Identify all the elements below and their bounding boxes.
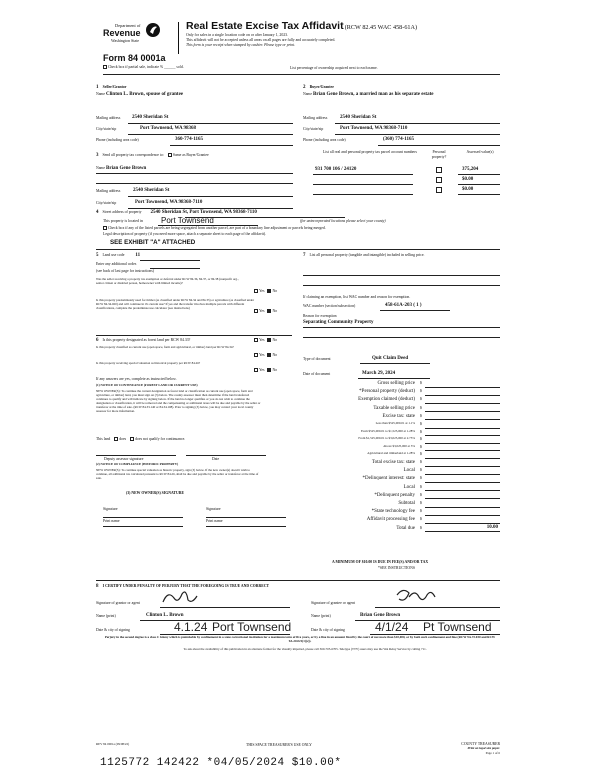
this-land-row: This land does does not qualify for continuance.	[96, 437, 186, 441]
grantor-signature[interactable]	[160, 588, 200, 608]
section5-q1: Was the seller receiving a property tax exemption or deferral under RCW 84.36, 84.37, or 84.38 (nonprofit org., senior citizen or disabled person, homeowner with limited income)?	[96, 277, 239, 285]
calc-label-4: Excise tax: state	[382, 413, 415, 419]
see-instructions: *SEE INSTRUCTIONS	[378, 566, 416, 570]
deputy-date-label: Date	[212, 457, 220, 461]
calc-value-18[interactable]: 10.00	[486, 524, 498, 530]
exemption-note: If claiming an exemption, list WAC number and reason for exemption.	[303, 295, 411, 299]
calc-label-18: Total due	[396, 525, 415, 531]
buyer-city[interactable]: Port Townsend, WA 98368-7110	[340, 126, 408, 131]
s6-q1-no[interactable]	[267, 338, 271, 342]
tax-corr-mailing[interactable]: 2540 Sheridan St	[133, 188, 170, 193]
see-back-note: (see back of last page for instructions)	[96, 269, 154, 273]
s6-q3-no[interactable]	[267, 368, 271, 372]
s5-q2-no[interactable]	[267, 309, 271, 313]
same-as-buyer-checkbox[interactable]	[168, 153, 172, 157]
calc-currency-2: $	[420, 397, 422, 402]
calc-label-6: From $525,000.01 to $1,525,000 at 1.28%	[360, 428, 415, 433]
historic-heading: (2) NOTICE OF COMPLIANCE (HISTORIC PROPERTY)	[96, 462, 179, 466]
calc-underline-6	[425, 435, 500, 436]
calc-currency-5: $	[420, 422, 422, 426]
dept-logo	[95, 22, 163, 50]
new-owner-sig-heading: (3) NEW OWNER(S) SIGNATURE	[126, 491, 184, 495]
parcels-col2: Personal property?	[431, 150, 447, 159]
calc-underline-9	[425, 458, 500, 459]
calc-currency-16: $	[420, 509, 422, 514]
seller-heading: Seller/Grantor	[102, 85, 127, 89]
dept-line3: Washington State	[111, 38, 140, 43]
land-does-checkbox[interactable]	[114, 437, 118, 441]
buyer-phone[interactable]: (360) 774-1165	[383, 137, 414, 142]
calc-currency-7: $	[420, 437, 422, 442]
s6-q1-yes[interactable]	[254, 338, 258, 342]
section6-q2: Is this property classified as current use (open space, farm and agricultural, or timber) land per RCW 84.34?	[96, 345, 234, 349]
any-yes-note: If any answers are yes, complete as instructed below.	[96, 377, 177, 381]
unincorporated-note: (for unincorporated locations please select your county)	[300, 219, 386, 223]
exhibit-note: SEE EXHIBIT "A" ATTACHED	[110, 239, 196, 246]
calc-currency-9: $	[420, 452, 422, 457]
calc-label-12: *Delinquent interest: state	[362, 476, 415, 482]
grantee-print-name[interactable]: Brian Gene Brown	[360, 613, 401, 618]
grantor-sig-label: Signature of grantor or agent	[96, 601, 140, 605]
calc-underline-3	[425, 411, 500, 412]
calc-underline-18	[425, 531, 500, 532]
buyer-name[interactable]: Brian Gene Brown, a married man as his separate estate	[313, 92, 434, 97]
grantee-sig-label: Signature of grantee or agent	[311, 601, 356, 605]
partial-sale: Check box if partial sale, indicate % ______ sold.	[103, 65, 184, 70]
perjury-note: Perjury in the second degree is a class C felony which is punishable by confinement in a state correctional institution for a maximum term of five years, or by a fine in an amount fixed by the court of not more than $10,000, or by both such confinement and fine (RCW 9A.72.030 and RCW 9A.20.021(1)(c)).	[104, 635, 496, 643]
header-note-3: This form is your receipt when stamped by cashier. Please type or print.	[186, 43, 296, 47]
additional-codes: Enter any additional codes	[96, 262, 137, 266]
calc-underline-7	[425, 443, 500, 444]
form-title: Real Estate Excise Tax Affidavit	[186, 20, 344, 32]
parcel-3-personal-checkbox[interactable]	[436, 187, 442, 193]
buyer-mailing[interactable]: 2540 Sheridan St	[340, 115, 377, 120]
dept-line2: Revenue	[103, 28, 141, 38]
land-use-code[interactable]: 11	[135, 253, 141, 258]
calc-currency-8: $	[420, 444, 422, 449]
calc-currency-14: $	[420, 492, 422, 497]
calc-underline-11	[425, 474, 500, 475]
grantor-sign-date[interactable]: 4.1.24	[174, 620, 208, 634]
continuance-text: NEW OWNER(S): To continue the current designation as forest land or classification as current use (open space, farm and agriculture, or timber) land, you must sign on (3) below. The county assessor must then determine if the land transferred continues to qualify and will indicate by signing below. If the land no longer qualifies or you do not wish to continue the designation or classification, it will be removed and the compensating or additional taxes will be due and payable by the seller or transferor at the time of sale. (RCW 84.33.140 or 84.34.108). Prior to signing (3) below, you may contact your local county assessor for more information.	[96, 389, 261, 413]
print-name-label-1: Print name	[103, 519, 120, 523]
calc-label-3: Taxable selling price	[373, 405, 415, 411]
calc-currency-10: $	[420, 460, 422, 464]
sig-label-2: Signature	[206, 507, 221, 511]
seller-mailing[interactable]: 2540 Sheridan St	[132, 115, 169, 120]
seller-section-num: 1	[96, 85, 99, 90]
header-divider-vertical	[178, 22, 179, 54]
dept-line1: Department of	[115, 23, 141, 28]
calc-underline-5	[425, 428, 500, 429]
calc-underline-15	[425, 507, 500, 508]
ownership-note: List percentage of ownership acquired next to each name.	[290, 66, 378, 70]
calc-underline-16	[425, 515, 500, 516]
rev-number: REV 84 0001a (09/08/22)	[96, 742, 130, 746]
print-legal: Print on legal size paper.	[467, 746, 500, 750]
doc-type[interactable]: Quit Claim Deed	[372, 356, 409, 361]
calc-currency-12: $	[420, 476, 422, 481]
parcel-value-1[interactable]: 375,204	[462, 167, 479, 172]
header-rule	[103, 74, 500, 75]
section5-q2-answer: Yes No	[254, 309, 277, 314]
print-name-label-2: Print name	[206, 519, 223, 523]
s6-q2-yes[interactable]	[254, 353, 258, 357]
parcels-col1: List all real and personal property tax parcel account numbers	[323, 150, 417, 154]
calc-currency-3: $	[420, 405, 422, 410]
calc-underline-2	[425, 403, 500, 404]
calc-currency-18: $	[420, 525, 422, 530]
calc-currency-15: $	[420, 501, 422, 505]
calc-label-8: Above $3,025,000 at 3%	[383, 443, 415, 448]
header-note-2: This affidavit will not be accepted unless all areas on all pages are fully and accurately completed.	[186, 38, 336, 42]
calc-underline-10	[425, 466, 500, 467]
calc-underline-14	[425, 498, 500, 499]
calc-label-9: Agricultural and timberland at 1.28%	[367, 451, 415, 456]
tax-corr-city[interactable]: Port Townsend, WA 98368-7110	[135, 200, 203, 205]
segregated-checkbox[interactable]	[103, 226, 107, 230]
grantee-sign-date[interactable]: 4/1/24	[375, 620, 409, 634]
grantor-sign-city[interactable]: Port Townsend	[212, 620, 292, 634]
header-note-1: Only for sales in a single location code on or after January 1, 2023.	[186, 33, 288, 37]
seller-city[interactable]: Port Townsend, WA 98368	[140, 126, 197, 131]
calc-currency-1: $	[420, 389, 422, 394]
s6-q3-yes[interactable]	[254, 368, 258, 372]
buyer-section-num: 2	[303, 85, 306, 90]
treasurer-use: THIS SPACE TREASURER'S USE ONLY	[246, 743, 312, 747]
tax-corr-label: Send all property tax correspondence to:	[102, 153, 164, 157]
partial-sale-checkbox[interactable]	[103, 65, 107, 69]
calc-underline-4	[425, 419, 500, 420]
calc-label-16: *State technology fee	[371, 509, 415, 515]
parcel-1-personal-checkbox[interactable]	[436, 167, 442, 173]
parcels-col3: Assessed value(s)	[466, 150, 494, 154]
s5-q1-yes[interactable]	[254, 289, 258, 293]
wac-number[interactable]: 458-61A-203 ( 1 )	[385, 303, 422, 308]
parcel-value-2[interactable]: $0.00	[462, 177, 474, 182]
calc-underline-8	[425, 450, 500, 451]
continuance-heading: (1) NOTICE OF CONTINUANCE (FOREST LAND OR CURRENT USE)	[96, 383, 198, 387]
alt-format-note: To ask about the availability of this publication in an alternate format for the visually impaired, please call 360-705-6705. Teletype (TTY) users may use the WA Relay Service by calling 711.	[183, 647, 427, 651]
calc-underline-0	[425, 387, 500, 388]
calc-label-13: Local	[403, 484, 415, 490]
dept-logo-icon	[145, 22, 161, 38]
seller-name[interactable]: Clinton L. Brown, spouse of grantee	[106, 92, 184, 97]
calc-label-2: Exemption claimed (deduct)	[358, 397, 415, 403]
calc-currency-0: $	[420, 381, 422, 385]
calc-currency-17: $	[420, 517, 422, 522]
calc-currency-4: $	[420, 413, 422, 418]
seller-phone[interactable]: 360-774-1165	[175, 137, 204, 142]
calc-currency-11: $	[420, 468, 422, 473]
minimum-note: A MINIMUM OF $10.00 IS DUE IN FEE(S) AND/OR TAX	[332, 560, 429, 564]
calc-label-15: Subtotal	[398, 501, 415, 506]
section5-q2: Is this property predominately used for timber (as classified under RCW 84.34 and 84.33) or agriculture (as classified under RCW 84.34.020) and will continue in it's current use? If yes and the transfer involves multiple parcels with different classifications, complete the predominate use calculator (see instructions)	[96, 298, 255, 310]
grantee-signature[interactable]	[393, 585, 437, 607]
page-number: Page 1 of 6	[485, 751, 500, 755]
sig-label-1: Signature	[103, 507, 118, 511]
calc-underline-13	[425, 490, 500, 491]
segregated-note: Check box if any of the listed parcels are being segregated from another parcel, are part of a boundary line adjustment or parcels being merged.	[103, 226, 326, 231]
personal-property-note: List all personal property (tangible and intangible) included in selling price.	[309, 253, 425, 257]
historic-text: NEW OWNER(S): To continue special valuation as historic property, sign (3) below. If the new owner(s) doesn't wish to continue, all additional tax calculated pursuant to RCW 84.26, shall be due and payable by the seller or transferor at the time of sale.	[96, 468, 259, 480]
calc-underline-1	[425, 395, 500, 396]
deputy-signature-label: Deputy assessor signature	[104, 457, 144, 461]
property-located[interactable]: Port Townsend	[161, 216, 214, 225]
exemption-reason[interactable]: Separating Community Property	[303, 320, 374, 325]
buyer-heading: Buyer/Grantee	[309, 85, 334, 89]
calc-currency-6: $	[420, 429, 422, 434]
legal-note: Legal description of property (if you need more space, attach a separate sheet to each page of the affidavit).	[103, 232, 267, 236]
calc-label-1: *Personal property (deduct)	[359, 389, 415, 395]
form-number: Form 84 0001a	[103, 53, 166, 63]
reason-label: Reason for exemption	[303, 314, 337, 318]
grantor-print-name[interactable]: Clinton L. Brown	[146, 613, 184, 618]
county-treasurer: COUNTY TREASURER	[461, 742, 500, 746]
calc-label-11: Local	[403, 468, 415, 474]
certify-statement: I CERTIFY UNDER PENALTY OF PERJURY THAT THE FOREGOING IS TRUE AND CORRECT	[102, 584, 270, 588]
s5-q2-yes[interactable]	[254, 309, 258, 313]
parcel-number-1[interactable]: 931 700 106 / 24120	[315, 167, 357, 172]
calc-underline-12	[425, 482, 500, 483]
calc-label-5: Less than $525,000.01 at 1.1%	[375, 421, 415, 425]
calc-label-17: Affidavit processing fee	[366, 517, 415, 523]
section5-q1-answer: Yes No	[254, 289, 277, 294]
s6-q2-no[interactable]	[267, 353, 271, 357]
form-citation: (RCW 82.45 WAC 458-61A)	[344, 24, 418, 31]
parcel-value-3[interactable]: $0.00	[462, 187, 474, 192]
parcel-2-personal-checkbox[interactable]	[436, 177, 442, 183]
section6-q3: Is this property receiving special valuation as historical property per RCW 84.26?	[96, 361, 201, 365]
recording-stamp: 1125772 142422 *04/05/2024 $10.00*	[100, 757, 342, 769]
land-does-not-checkbox[interactable]	[130, 437, 134, 441]
grantee-sign-city[interactable]: Pt Townsend	[423, 620, 492, 634]
calc-label-10: Total excise tax: state	[371, 460, 415, 465]
s5-q1-no[interactable]	[267, 289, 271, 293]
calc-label-14: *Delinquent penalty	[374, 492, 415, 498]
calc-label-0: Gross selling price	[377, 381, 415, 386]
calc-label-7: From $1,525,000.01 to $3,025,000 at 2.75%	[358, 436, 415, 441]
doc-date[interactable]: March 29, 2024	[362, 371, 396, 376]
tax-corr-name[interactable]: Brian Gene Brown	[106, 166, 147, 171]
property-street[interactable]: 2540 Sheridan St, Port Townsend, WA 98368-7110	[150, 210, 257, 215]
calc-currency-13: $	[420, 484, 422, 489]
